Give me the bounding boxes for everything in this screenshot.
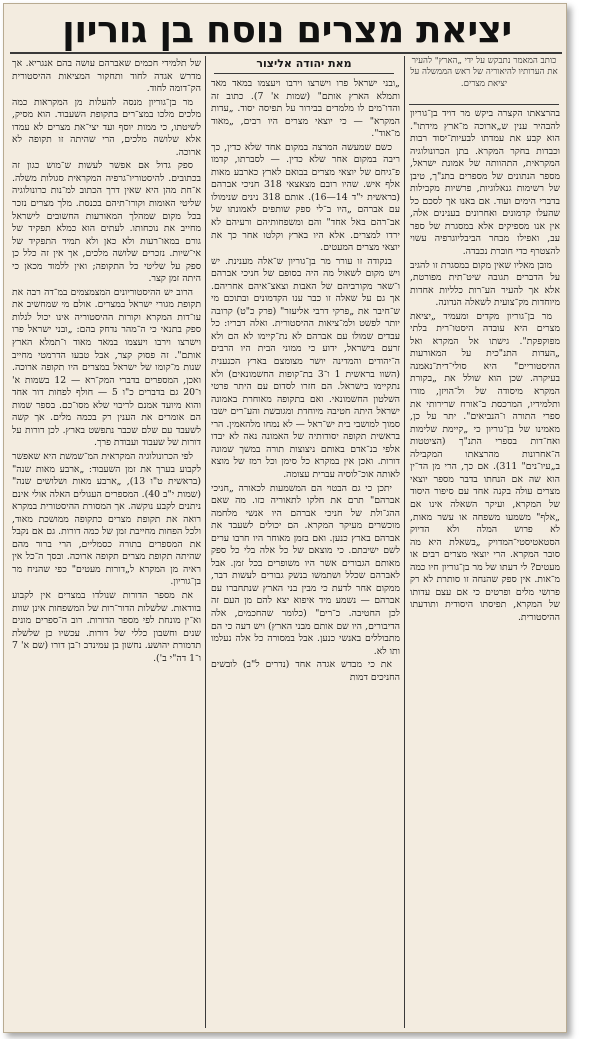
column-right-paragraph-3: מר בן־גוריון מקדים ומעמיד „יציאת מצרים היא עובדה היסטו־רית בלתי מפוקפקת". גישתו אל המקרא ואל „העדות התנ"כית על המאורעות ההיסטוריים" היא סולי־דית־נאמנה בעיקרה. שכן הוא שולל את „בקורת המקרא מיסודה של ול־הויזן, מורו ותלמידיו, המרכסת ב־אורח שרירותי את ספרי התורה ו־הנביאים". יתר על כן, מאמינו של בן־גוריון כי „קיימת שלימות ואח־דות בספרי התנ"ך (הציטטות ה־אחרונות מהרצאתו המקבילה ב„עיו־נים" 311). אם כך, הרי מן הד־ין הוא שה אם הנחתו בדבר מספר יוצאי מצרים עולה בקנה אחד עם סיפור היסוד של המקרא, ועיקר השאלה אינו אם „אלף" משמעו משפחה או עשר מאות, לא פרוש המלה ולא הדיוק הסטאטיסטי־המדויק „בשאלת היא מה סובר המקרא. הרי יוצאי מצרים רבים או מעטים? לי דעתו של מר בן־גוריון חיו כמה מ־אות. אין ספק שהנחה זו סותרת לא רק פרושי מלים ופרטים כי אם עצם עדותו של המקרא, תפיסתו היסודית ותודעתו ההיסטורית. [410,310,560,623]
column-left [12,58,201,1028]
byline-rule [214,73,394,74]
column-left-paragraph-1: של תלמידי חכמים שאברהם עושה בהם אנגריא. אך מדרש אגדה לחוד ותחקור המציאות ההיסטורית הק־דומה לחוד. [12,58,201,95]
intro-note: כותב המאמר נתבקש על ידי „הארץ" להעיר את הערותיו להיאוריה של ראש הממשלה על יציאת מצרים. [410,56,558,89]
headline: יציאת מצרים נוסח בן גוריון [62,8,512,51]
column-middle-paragraph-3: בנקודה זו עורר מר בן־גוריון ש־אלה מענינת. יש ויש מקום לשאול מה היה בסופם של חניכי אברהם ו־שאר מקורביהם של האבות וצאצ־איהם אחריהם. אך גם על שאלה זו כבר ענו הקדמונים ובתוכם מי ש־חיבר את „פרקי דרבי אליעזר" (פרק כ"ט) קרובה יותר לפשט ולמ־ציאות ההיסטורית. ואלה דבריו: כל עבדים שמולו עם אברהם לא נת־קיימו לא הם ולא זרעם בישראל, ידוע כי ממוני הבית היו הרבים ה־יהודים והמדינה יושר מצומצם בארץ הכנענית (השוו בראשית 1 ו־3 בת־קופות החשמונאים) ולא נתקיימו בישראל. הם חזרו לסדום עם היתר פרטי השלטון החשמונאי. ואם בתקופה מאוחרת באמונה ישראל היתה חטיבה מיוחדת ומגובשת והע־רים ישבו סמוך למושבי בית יש־ראל — לא נמחו מלהאמין. הרי בראשית תקופה יסודותיה של האמונה נאה לא יבדו אלפי בנ־אדם באותם ניצוצות תורה במשך שמונה דורות. ואכן אין במקרא כל סימן וכל רמז של מוצא לאותה אוכ־לוסיה עברית עצומה. [211,255,400,480]
column-left-paragraph-2: מר בן־גוריון מנסה להעלות מן המקראות כמה מלכים מלכו במצ־רים בתקופת השעבוד. הוא מסיק, לשיטתו, כי ממות יוסף ועד יצי־את מצרים לא עמדו אלא שלושה מלכים, הרי שהיתה זו תקופה לא ארוכה. [12,96,201,158]
column-right-paragraph-1: בהרצאתו הקצרה ביקש מר דויד בן־גוריון להבהיר ענין ש„ארוכה מ־ארץ מידתו". הוא קבע את עמדתו לבעיות־יסוד רבות וכבדות בחקר המקרא. בתן הכרונולוגיה המקראית, התהוותה של אמונת ישראל, מספר הנתונים של מספרים בתנ"ך, טיבן של רשימות גנאלוגיות, פרשיות מקבילות בדברי הימים ועוד. אם באנו אך לסכם כל שהעלו קדמונים ואחרונים בענינים אלה, אין אנו מספיקים אלא במסגרת של ספר עב, ואפילו מבחר הביבליוגרפיה עשוי להצטרף כדי חוברת נכבדה. [410,108,560,258]
column-right-paragraph-2: מובן מאליו שאין מקום במסגרת זו להגיב על הדברים תגובה שיט־תית מפורטת, אלא אך להעיר הע־רות כלליות אחדות מיוחדות מק־צועית לשאלה הנדונה. [410,259,560,309]
intro-rule [409,104,559,105]
column-divider-right [404,56,405,1028]
column-right [410,108,560,1026]
column-left-paragraph-5: לפי הכרונולוגיה המקראית המ־שמשת היא שאפשר לקבוע בערך את זמן השעבוד: „ארבע מאות שנה" (בראשית ט"ו 13), „ארבע מאות ושלושים שנה" (שמות י"ב 40). המספרים העגולים האלה אולי אינם ניתנים לקבע נוקשה. אך המסורת ההיסטורית במקרא רואה את תקופת מצרים כתקופה ממושכת מאוד, ולכל הפחות מחייבת זמן של כמה דורות. גם אם נקבל את המספרים בתורה כסמליים, הרי ברור מהם שהיתה תקופת מצרים תקופה ארוכה. ובסך ה־כל אין ראיה מן המקרא ל„דורות מעטים" כפי שהניח מר בן־גוריון. [12,450,201,588]
newspaper-clipping [3,3,567,1033]
column-left-paragraph-6: את מספר הדורות שנולדו במצרים אין לקבוע בוודאות. שלשלות הדור־רות של המשפחות אינן שוות וא־ין מונחת לפי מספר הדורות. רוב ה־ספרים מונים שנים וחשבון כללי של דורות. עכשיו כן שלשלת תדמורת יהושע. נחשון בן עמינדב ו־בן דורו (שם א' 7 ו־1 דה"י ב'). [12,589,201,664]
column-left-paragraph-4: הרוב יש ההיסטוריונים המצמצמים במ־דה רבה את תקופת מגורי ישראל במצרים. אולם מי שמחשיב את עו־דות המקרא וקורות ההיסטוריה אינו יכול לנלות ספק בתנאי כי ה־מהר נדחק בהם: „ובני ישראל פרו וישרצו וירבו ויעצמו במאד מאוד ו־תמלא הארץ אותם". זה פסוק קצר, אבל טבעו הדרמטי מחייב שנות מ־קומו של ישראל במצרים היו תקופה ארוכה. ואכן, המספרים בדברי המק־רא — 12 בשמות א' ו־20 גם בדברים כ"ו 5 — חולף לפחות דור אחד והוא מיועד אמנם לריבוי שלא מסו־כם. בספר שמות הם אומרים את הענין רק בכמה מלים. אך קשה לשעבד עם שלם שכבר נתפשט בארץ. לכן דורות על דורות של שעבוד ועבודת פרך. [12,286,201,449]
column-middle [211,78,400,1028]
column-middle-paragraph-5: את כי מבדש אגדה אחד (נדרים ל"ב) לובשים החניכים דמות [211,659,400,683]
headline-rule [10,52,562,54]
column-middle-paragraph-4: יתכן כי גם הבטוי הם המשמעות לכאורה „חניכי אברהם" תרם את חלקו לתאוריה כזו. מה שאם ההג־ולת של חניכי אברהם היו אנשי מלחמה מוכשרים מעיקר המקרא. הם יכולים לשעבד את אברהם בארץ כנען. ואם בזמן מאוחר היו חרבו ערים לשם ישיבתם. כי מוצאם של כל אלה בלי כל ספק מאותם הגבורים אשר היו משופרים בכל זמן. אבל לאברהם שכלל ושתמשו בנשק גבורים לעשות דבר, ממקום אחר לדעת כי מבין בני הארץ שנתחברו עם אברהם — נשמע מיד איפוא יצא להם מן העם זה לכן החטיבה. כ־רים" (כלומר שהחכמים, אלה הדיבורים, היו שם אותם מבני הארץ) ויש דעה כי הם מתבוללים באנשי כנען. אבל במסורה כל אלה נעלמו ותו לא. [211,482,400,657]
column-middle-paragraph-1: „ובני ישראל פרו וישרצו וירבו ויעצמו במאד מאד ותמלא הארץ אותם" (שמות א' 7). כתוב זה והדו־מים לו מלמדים בבירור על תפיסה יסוד. „עדות המקרא" — כי יוצאי מצרים היו רבים, „מאוד מ־אוד". [211,78,400,140]
column-divider-left [205,56,206,1028]
column-middle-paragraph-2: כשם שמעשה המרצה במקום אחד שלא כדין, כך ריבה במקום אחר שלא כדין. — לסברתו, קדמו פ־גיחם של יוצאי מצרים בבואם לארץ כארבע מאות אלף איש. שהיו רובם מצאצאי 318 חניכי אברהם (בראשית י"ד 14—16). אותם 318 נינים שנימולו עם אברהם „היו ב־לי ספק שותפים לאמונתו של אב־רהם באל אחד" והם ומשפחותיהם ורעיהם לא ירדו למצרים. אלא היו בארץ וקלטו אחר כך את יוצאי מצרים המעטים. [211,141,400,254]
column-left-paragraph-3: ספק גדול אם אפשר לעשות ש־מוש כגון זה בכתובים. להיסטוריו־גרפיה המקראית סגולות משלה. א־חת מהן היא שאין דרך הכתוב למ־נות כרונולוגיה שליטי האומות וקורו־תיהם בכנסת. מלך מצרים נזכר בכל מקום שמהלך המאורעות החשובים לישראל מחייב את נוכחותו. לעתים הוא כמלא תפקיד של גורם במאו־רעות ולא כאן ולא תמיד התפקיד של אי־שיות. נזכרים שלושה מלכים, אך אין זה כלל כן ספק על שליטי כל התקופה; ואין ללמוד מכאן כי היתה זמן קצר. [12,160,201,285]
byline: מאת יהודה אליצור [256,57,352,70]
